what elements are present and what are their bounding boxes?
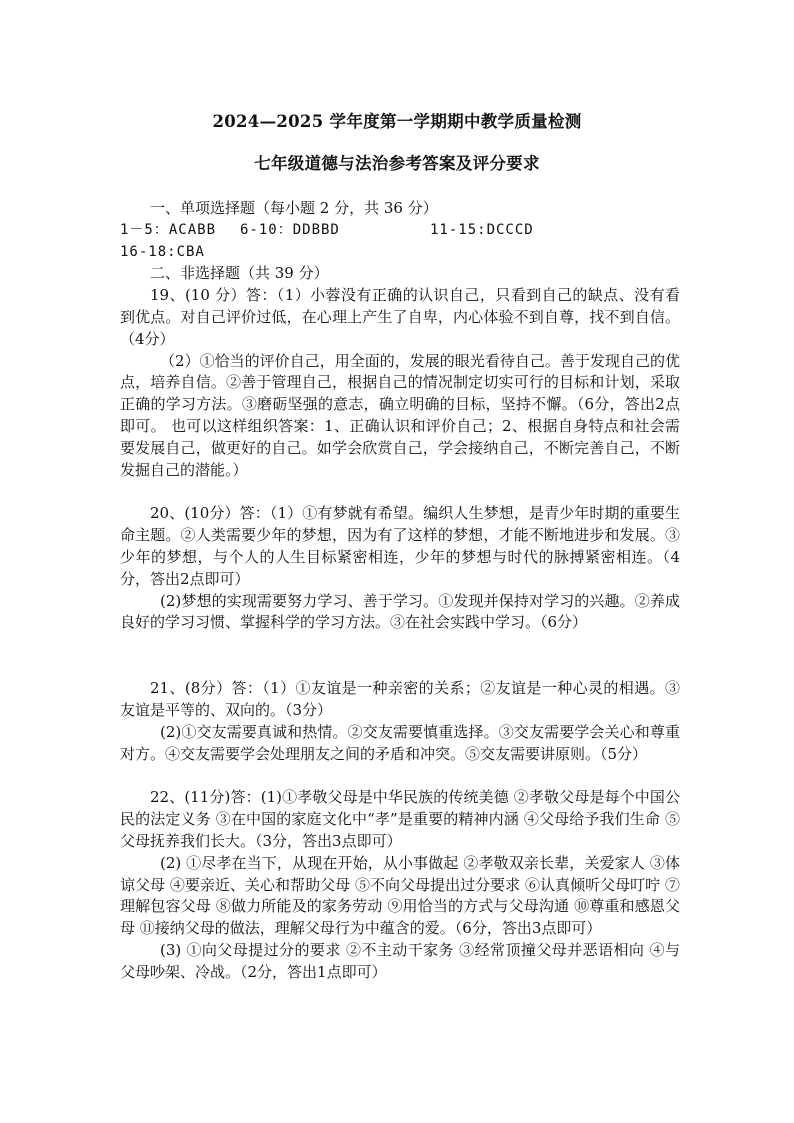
- mc-answers-1-5: 1－5：ACABB: [120, 221, 217, 238]
- section1-heading: 一、单项选择题（每小题 2 分，共 36 分）: [150, 199, 438, 217]
- q20-part1: 20、(10分）答：（1）①有梦就有希望。编织人生梦想，是青少年时期的重要生命主题。②人类需要少年的梦想，因为有了这样的梦想，才能不断地进步和发展。③少年的梦想，与个人的人生目标紧密相连，少年的梦想与时代的脉搏紧密相连。（4分，答出2点即可）: [120, 504, 680, 588]
- q22-part3: (3) ①向父母提过分的要求 ②不主动干家务 ③经常顶撞父母并恶语相向 ④与父母吵架、冷战。（2分，答出1点即可）: [120, 940, 680, 981]
- q19-part2: （2）①恰当的评价自己，用全面的，发展的眼光看待自己。善于发现自己的优点，培养自信。②善于管理自己，根据自己的情况制定切实可行的目标和计划，采取正确的学习方法。③磨砺坚强的意志，确立明确的目标，坚持不懈。（6分，答出2点即可。 也可以这样组织答案：1、正确认识和评价自己；2、根据自身特点和社会需要发展自己，做更好的自己。如学会欣赏自己，学会接纳自己，不断完善自己，不断发掘自己的潜能。）: [120, 351, 680, 479]
- mc-answers-row: [120, 220, 680, 242]
- q22-part2: (2) ①尽孝在当下，从现在开始，从小事做起 ②孝敬双亲长辈，关爱家人 ③体谅父母 ④要亲近、关心和帮助父母 ⑤不向父母提出过分要求 ⑥认真倾听父母叮咛 ⑦理解包容父母 ⑧做力所能及的家务劳动 ⑨用恰当的方式与父母沟通 ⑩尊重和感恩父母 ⑪接纳父母的做法，理解父母行为中蕴含的爱。（6分，答出3点即可）: [120, 853, 680, 938]
- mc-answers-11-15: 11-15:DCCCD: [430, 221, 534, 238]
- document-title: 2024—2025 学年度第一学期期中教学质量检测: [212, 112, 582, 131]
- q21-part1: 21、(8分）答：（1）①友谊是一种亲密的关系；②友谊是一种心灵的相遇。③友谊是平等的、双向的。（3分）: [120, 679, 680, 719]
- document-subtitle: 七年级道德与法治参考答案及评分要求: [254, 154, 540, 173]
- mc-answers-6-10: 6-10：DDBBD: [240, 221, 340, 238]
- q22-part1: 22、(11分)答：(1)①孝敬父母是中华民族的传统美德 ②孝敬父母是每个中国公民的法定义务 ③在中国的家庭文化中“孝”是重要的精神内涵 ④父母给予我们生命 ⑤父母抚养我们长大。（3分，答出3点即可）: [120, 788, 680, 850]
- q21-part2: (2)①交友需要真诚和热情。②交友需要慎重选择。③交友需要学会关心和尊重对方。④交友需要学会处理朋友之间的矛盾和冲突。⑤交友需要讲原则。（5分）: [120, 722, 680, 763]
- section2-heading: 二、非选择题（共 39 分）: [150, 264, 329, 283]
- mc-answers-16-18: 16-18:CBA: [120, 243, 205, 260]
- answer-content: [120, 198, 680, 984]
- q19-part1: 19、(10 分）答：（1）小蓉没有正确的认识自己，只看到自己的缺点、没有看到优点。对自己评价过低，在心理上产生了自卑，内心体验不到自尊，找不到自信。（4分）: [120, 286, 680, 348]
- q20-part2: (2)梦想的实现需要努力学习、善于学习。①发现并保持对学习的兴趣。②养成良好的学习习惯、掌握科学的学习方法。③在社会实践中学习。（6分）: [120, 591, 680, 632]
